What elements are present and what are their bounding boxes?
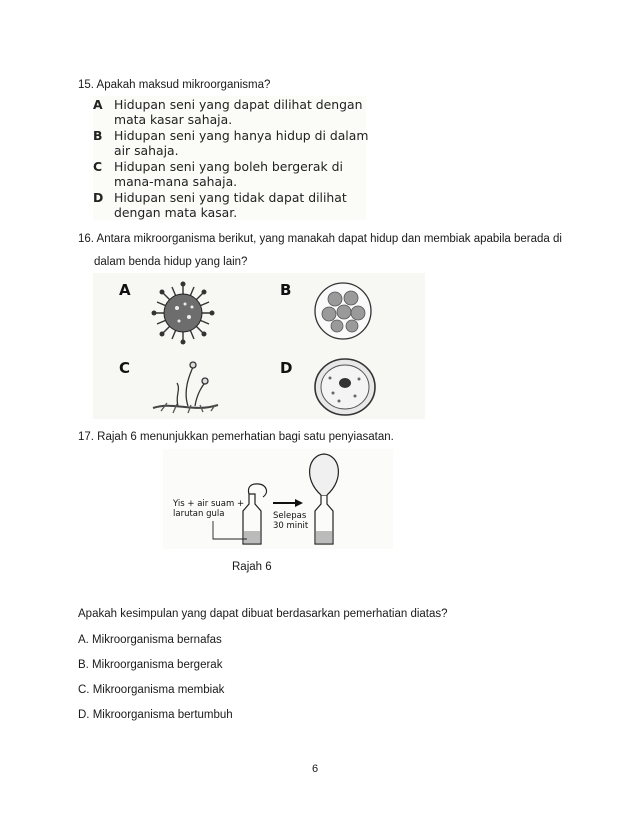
- virus-icon: [152, 282, 215, 345]
- label-after-2: 30 minit: [273, 521, 309, 531]
- option-text: mata kasar sahaja.: [114, 112, 233, 127]
- option-letter: A: [93, 97, 103, 112]
- bottle-before-icon: [243, 484, 266, 544]
- microorganism-illustrations: [93, 273, 425, 419]
- figure-label-b: B: [280, 281, 292, 299]
- question-15-options-scan: [93, 96, 369, 220]
- option-text: Hidupan seni yang boleh bergerak di: [114, 159, 343, 174]
- question-17: 17. Rajah 6 menunjukkan pemerhatian bagi satu penyiasatan.: [78, 431, 394, 443]
- figure-label-a: A: [119, 281, 131, 299]
- option-text: Hidupan seni yang hanya hidup di dalam: [114, 128, 369, 143]
- option-text: mana-mana sahaja.: [114, 174, 238, 189]
- question-16-line2: dalam benda hidup yang lain?: [94, 256, 248, 268]
- question-16-line1: 16. Antara mikroorganisma berikut, yang manakah dapat hidup dan membiak apabila berada di: [78, 233, 562, 245]
- cell-icon: [315, 359, 375, 415]
- yeast-experiment-figure: [163, 449, 393, 549]
- microorganism-figure: [93, 273, 425, 419]
- arrow-icon: [273, 499, 303, 507]
- bottle-after-icon: [310, 454, 339, 544]
- answer-option-a: A. Mikroorganisma bernafas: [78, 634, 222, 646]
- question-15: 15. Apakah maksud mikroorganisma?: [78, 79, 271, 91]
- option-text: dengan mata kasar.: [114, 205, 238, 220]
- question-17-ask: Apakah kesimpulan yang dapat dibuat berdasarkan pemerhatian diatas?: [78, 608, 448, 620]
- cell-colony-icon: [315, 283, 371, 339]
- label-yeast-2: larutan gula: [173, 509, 225, 519]
- label-yeast-1: Yis + air suam +: [173, 499, 245, 509]
- label-after-1: Selepas: [273, 511, 307, 521]
- option-text: Hidupan seni yang dapat dilihat dengan: [114, 97, 363, 112]
- option-text: Hidupan seni yang tidak dapat dilihat: [114, 190, 347, 205]
- option-letter: B: [93, 128, 103, 143]
- figure-label-d: D: [280, 359, 293, 377]
- answer-option-d: D. Mikroorganisma bertumbuh: [78, 709, 233, 721]
- answer-option-b: B. Mikroorganisma bergerak: [78, 659, 223, 671]
- fungus-icon: [153, 362, 218, 413]
- option-text: air sahaja.: [114, 143, 179, 158]
- option-letter: D: [93, 190, 104, 205]
- option-letter: C: [93, 159, 103, 174]
- figure-label-c: C: [119, 359, 131, 377]
- page-number: 6: [312, 763, 319, 775]
- answer-option-c: C. Mikroorganisma membiak: [78, 684, 225, 696]
- figure-caption: Rajah 6: [232, 561, 272, 573]
